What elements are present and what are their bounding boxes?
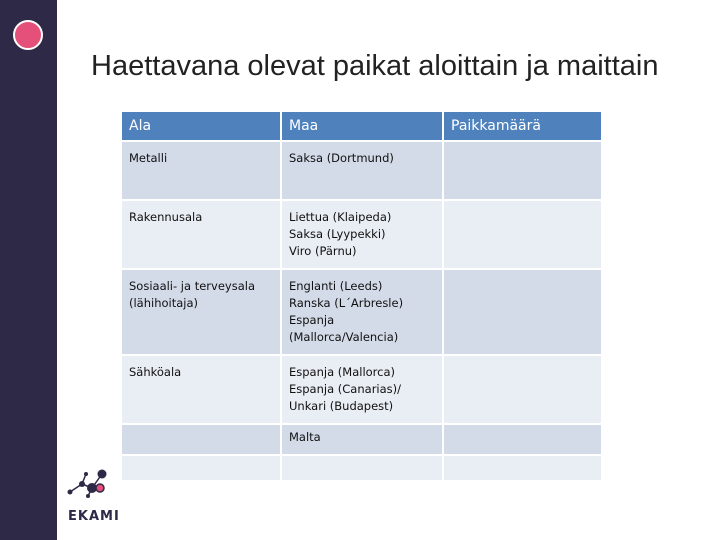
table-row	[122, 201, 601, 268]
accent-dot	[13, 20, 43, 50]
cell-maa: Saksa (Dortmund)	[282, 142, 442, 199]
header-ala: Ala	[122, 112, 280, 140]
cell-ala: Metalli	[122, 142, 280, 199]
logo-text: EKAMI	[68, 509, 120, 524]
header-paikkamaara: Paikkamäärä	[444, 112, 601, 140]
table-row	[122, 270, 601, 354]
slide-title: Haettavana olevat paikat aloittain ja maittain	[91, 50, 659, 82]
cell-ala	[122, 456, 280, 480]
cell-maa	[282, 456, 442, 480]
cell-ala	[122, 425, 280, 454]
cell-paikkamaara	[444, 270, 601, 354]
table-row	[122, 356, 601, 423]
places-table	[120, 110, 603, 482]
cell-paikkamaara	[444, 425, 601, 454]
cell-maa: Liettua (Klaipeda) Saksa (Lyypekki) Viro (Pärnu)	[282, 201, 442, 268]
cell-ala: Sosiaali- ja terveysala (lähihoitaja)	[122, 270, 280, 354]
table-row	[122, 456, 601, 480]
cell-maa: Malta	[282, 425, 442, 454]
table-row	[122, 425, 601, 454]
cell-paikkamaara	[444, 456, 601, 480]
cell-maa: Englanti (Leeds) Ranska (L´Arbresle) Espanja (Mallorca/Valencia)	[282, 270, 442, 354]
header-maa: Maa	[282, 112, 442, 140]
cell-maa: Espanja (Mallorca) Espanja (Canarias)/ Unkari (Budapest)	[282, 356, 442, 423]
table-header-row	[122, 112, 601, 140]
cell-paikkamaara	[444, 356, 601, 423]
sidebar	[0, 0, 57, 540]
table-row	[122, 142, 601, 199]
cell-paikkamaara	[444, 142, 601, 199]
cell-ala: Sähköala	[122, 356, 280, 423]
cell-paikkamaara	[444, 201, 601, 268]
cell-ala: Rakennusala	[122, 201, 280, 268]
